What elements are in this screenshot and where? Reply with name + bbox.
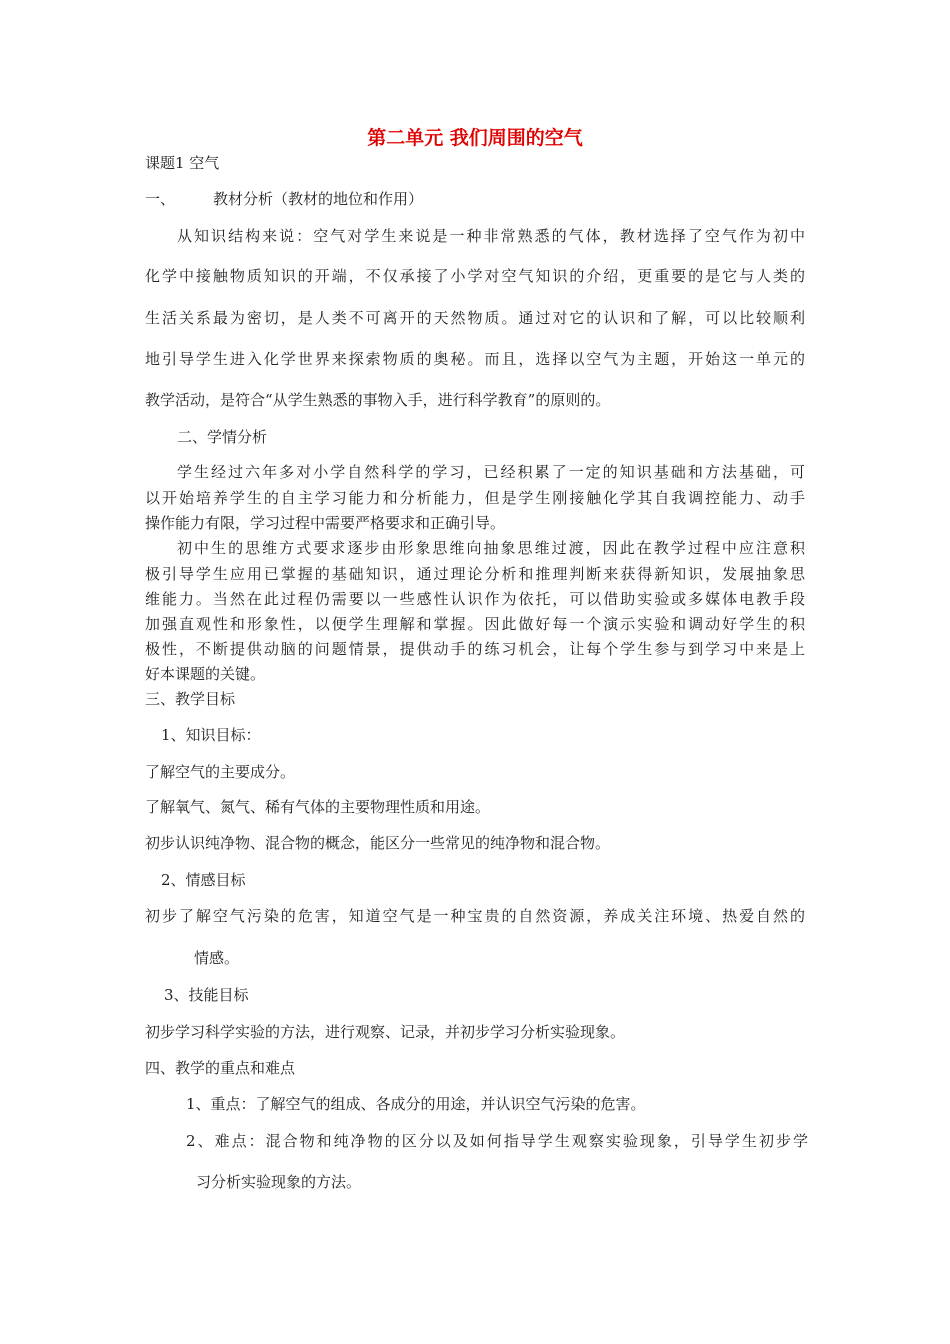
goal2-line: 情感。 bbox=[194, 949, 240, 967]
section2-para1-line: 以开始培养学生的自主学习能力和分析能力，但是学生刚接触化学其自我调控能力、动手 bbox=[145, 489, 805, 507]
section2-para2-line: 好本课题的关键。 bbox=[145, 665, 266, 683]
lesson-title: 课题1 空气 bbox=[145, 154, 220, 172]
section2-para1-line: 学生经过六年多对小学自然科学的学习，已经积累了一定的知识基础和方法基础，可 bbox=[177, 463, 805, 481]
section4-heading: 四、教学的重点和难点 bbox=[145, 1059, 296, 1077]
section1-heading: 教材分析（教材的地位和作用） bbox=[213, 190, 424, 208]
section1-para-line: 生活关系最为密切，是人类不可离开的天然物质。通过对它的认识和了解，可以比较顺利 bbox=[145, 309, 805, 327]
section1-para-line: 地引导学生进入化学世界来探索物质的奥秘。而且，选择以空气为主题，开始这一单元的 bbox=[145, 350, 805, 368]
section2-heading: 二、学情分析 bbox=[177, 428, 268, 446]
section2-para1-line: 操作能力有限，学习过程中需要严格要求和正确引导。 bbox=[145, 514, 506, 532]
goal3-label: 3、技能目标 bbox=[164, 986, 249, 1004]
section1-para-line: 从知识结构来说：空气对学生来说是一种非常熟悉的气体，教材选择了空气作为初中 bbox=[177, 227, 805, 245]
section1-heading-row bbox=[145, 189, 815, 209]
key-point: 1、重点：了解空气的组成、各成分的用途，并认识空气污染的危害。 bbox=[186, 1095, 646, 1113]
goal1-item: 了解氧气、氮气、稀有气体的主要物理性质和用途。 bbox=[145, 798, 491, 816]
goal2-line: 初步了解空气污染的危害，知道空气是一种宝贵的自然资源，养成关注环境、热爱自然的 bbox=[145, 907, 805, 925]
goal2-label: 2、情感目标 bbox=[161, 871, 246, 889]
section2-para2-line: 极引导学生应用已掌握的基础知识，通过理论分析和推理判断来获得新知识，发展抽象思 bbox=[145, 565, 805, 583]
section2-para2-line: 加强直观性和形象性，以便学生理解和掌握。因此做好每一个演示实验和调动好学生的积 bbox=[145, 615, 805, 633]
goal3-item: 初步学习科学实验的方法，进行观察、记录，并初步学习分析实验现象。 bbox=[145, 1023, 626, 1041]
section2-para2-line: 初中生的思维方式要求逐步由形象思维向抽象思维过渡，因此在教学过程中应注意积 bbox=[177, 539, 805, 557]
goal1-label: 1、知识目标： bbox=[161, 726, 261, 744]
difficult-point-continued: 习分析实验现象的方法。 bbox=[196, 1173, 362, 1191]
section2-para2-line: 极性，不断提供动脑的问题情景，提供动手的练习机会，让每个学生参与到学习中来是上 bbox=[145, 640, 805, 658]
section3-heading: 三、教学目标 bbox=[145, 690, 236, 708]
goal1-item: 初步认识纯净物、混合物的概念，能区分一些常见的纯净物和混合物。 bbox=[145, 834, 611, 852]
section2-para2-line: 维能力。当然在此过程仍需要以一些感性认识作为依托，可以借助实验或多媒体电教手段 bbox=[145, 590, 805, 608]
section1-para-line: 化学中接触物质知识的开端，不仅承接了小学对空气知识的介绍，更重要的是它与人类的 bbox=[145, 267, 805, 285]
document-title: 第二单元 我们周围的空气 bbox=[367, 127, 583, 149]
goal1-item: 了解空气的主要成分。 bbox=[145, 763, 296, 781]
section1-number: 一、 bbox=[145, 190, 176, 208]
difficult-point: 2、难点：混合物和纯净物的区分以及如何指导学生观察实验现象，引导学生初步学 bbox=[186, 1132, 808, 1150]
section1-para-line: 教学活动，是符合“从学生熟悉的事物入手，进行科学教育”的原则的。 bbox=[145, 391, 611, 409]
